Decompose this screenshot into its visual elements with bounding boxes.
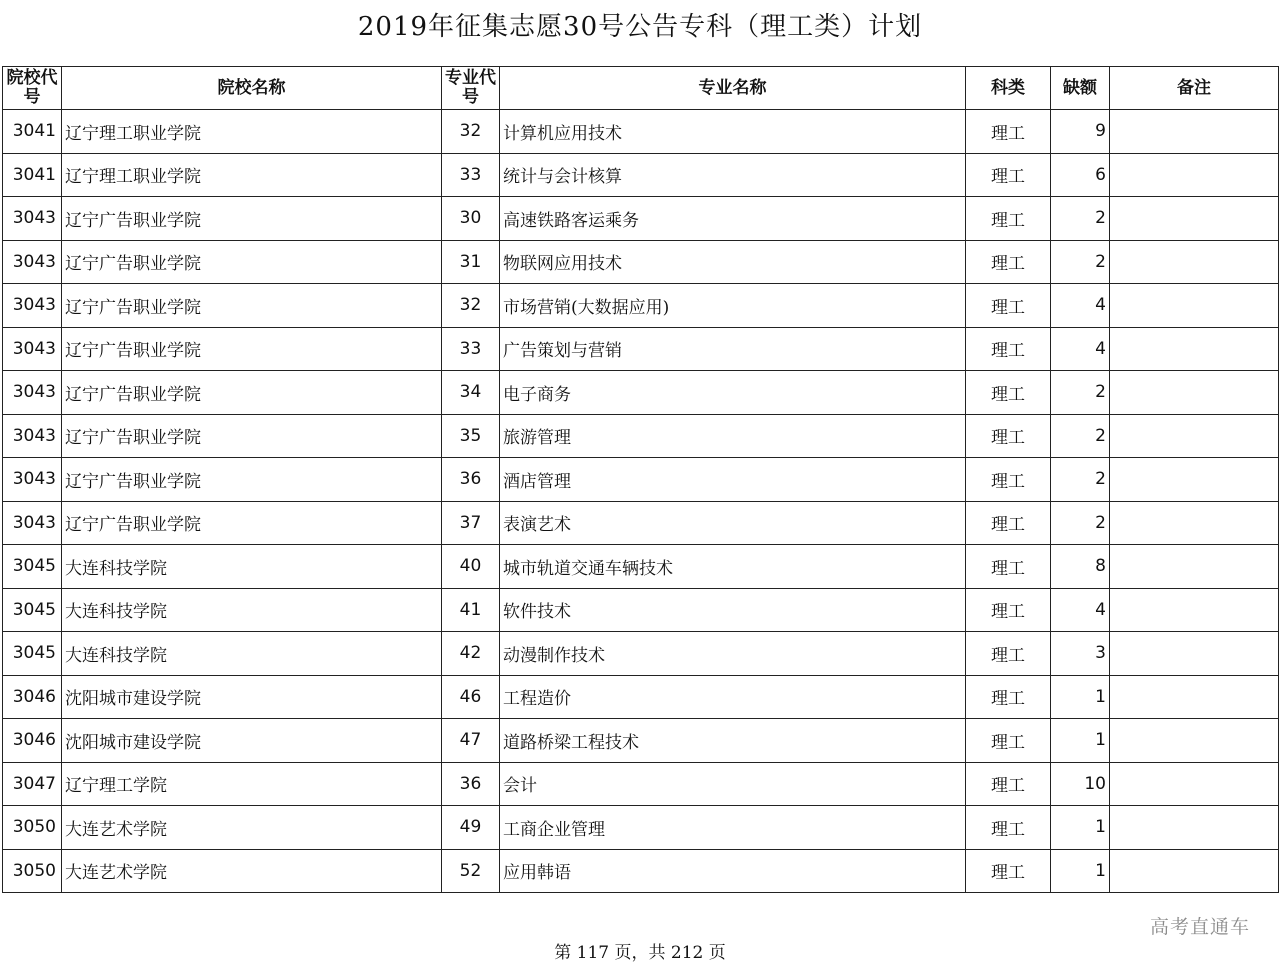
cell-category: 理工 (966, 632, 1051, 676)
cell-category: 理工 (966, 240, 1051, 284)
cell-school-name: 辽宁广告职业学院 (62, 371, 442, 415)
cell-school-name: 辽宁广告职业学院 (62, 284, 442, 328)
cell-school-name: 沈阳城市建设学院 (62, 719, 442, 763)
cell-category: 理工 (966, 327, 1051, 371)
cell-school-name: 大连科技学院 (62, 545, 442, 589)
cell-category: 理工 (966, 501, 1051, 545)
table-row (3, 501, 1279, 545)
cell-major-name: 会计 (500, 762, 966, 806)
cell-major-name: 表演艺术 (500, 501, 966, 545)
cell-major-name: 道路桥梁工程技术 (500, 719, 966, 763)
table-row (3, 284, 1279, 328)
cell-school-code: 3050 (3, 849, 62, 893)
cell-category: 理工 (966, 849, 1051, 893)
table-row (3, 240, 1279, 284)
cell-major-code: 36 (442, 458, 500, 502)
cell-vacancies: 1 (1051, 675, 1110, 719)
cell-major-code: 49 (442, 806, 500, 850)
cell-remarks (1110, 545, 1279, 589)
header-category: 科类 (966, 67, 1051, 110)
cell-category: 理工 (966, 197, 1051, 241)
cell-major-code: 52 (442, 849, 500, 893)
cell-vacancies: 2 (1051, 458, 1110, 502)
table-row (3, 849, 1279, 893)
cell-school-code: 3043 (3, 284, 62, 328)
header-vacancies: 缺额 (1051, 67, 1110, 110)
table-body (3, 110, 1279, 893)
cell-vacancies: 9 (1051, 110, 1110, 154)
cell-vacancies: 4 (1051, 327, 1110, 371)
cell-major-name: 应用韩语 (500, 849, 966, 893)
page-title: 2019年征集志愿30号公告专科（理工类）计划 (357, 12, 923, 42)
table-header (3, 67, 1279, 110)
cell-school-name: 大连科技学院 (62, 632, 442, 676)
cell-remarks (1110, 110, 1279, 154)
cell-major-name: 工商企业管理 (500, 806, 966, 850)
header-remarks: 备注 (1110, 67, 1279, 110)
cell-major-name: 工程造价 (500, 675, 966, 719)
cell-category: 理工 (966, 458, 1051, 502)
cell-vacancies: 2 (1051, 414, 1110, 458)
cell-major-code: 32 (442, 284, 500, 328)
cell-major-name: 计算机应用技术 (500, 110, 966, 154)
cell-remarks (1110, 284, 1279, 328)
cell-major-code: 37 (442, 501, 500, 545)
table-row (3, 110, 1279, 154)
cell-major-code: 36 (442, 762, 500, 806)
cell-school-name: 辽宁理工学院 (62, 762, 442, 806)
cell-category: 理工 (966, 110, 1051, 154)
cell-school-code: 3041 (3, 153, 62, 197)
cell-major-name: 动漫制作技术 (500, 632, 966, 676)
cell-vacancies: 2 (1051, 501, 1110, 545)
cell-school-name: 辽宁广告职业学院 (62, 240, 442, 284)
header-school-code: 院校代号 (3, 67, 62, 110)
cell-remarks (1110, 240, 1279, 284)
cell-remarks (1110, 719, 1279, 763)
cell-category: 理工 (966, 545, 1051, 589)
table-row (3, 197, 1279, 241)
cell-vacancies: 3 (1051, 632, 1110, 676)
cell-major-code: 33 (442, 327, 500, 371)
cell-school-code: 3050 (3, 806, 62, 850)
cell-school-name: 辽宁广告职业学院 (62, 414, 442, 458)
table-row (3, 458, 1279, 502)
cell-school-name: 大连艺术学院 (62, 849, 442, 893)
cell-school-code: 3043 (3, 458, 62, 502)
cell-remarks (1110, 588, 1279, 632)
cell-category: 理工 (966, 762, 1051, 806)
cell-remarks (1110, 806, 1279, 850)
cell-school-code: 3045 (3, 545, 62, 589)
cell-school-name: 辽宁广告职业学院 (62, 327, 442, 371)
cell-major-code: 41 (442, 588, 500, 632)
cell-school-name: 大连科技学院 (62, 588, 442, 632)
table-row (3, 414, 1279, 458)
plan-table (2, 66, 1279, 893)
cell-vacancies: 1 (1051, 806, 1110, 850)
cell-school-name: 辽宁广告职业学院 (62, 197, 442, 241)
table-row (3, 153, 1279, 197)
table-row (3, 675, 1279, 719)
cell-major-code: 33 (442, 153, 500, 197)
cell-vacancies: 6 (1051, 153, 1110, 197)
cell-school-code: 3045 (3, 588, 62, 632)
table-row (3, 327, 1279, 371)
cell-school-name: 沈阳城市建设学院 (62, 675, 442, 719)
cell-school-code: 3043 (3, 501, 62, 545)
cell-major-name: 电子商务 (500, 371, 966, 415)
cell-vacancies: 4 (1051, 284, 1110, 328)
cell-school-code: 3043 (3, 197, 62, 241)
header-major-name: 专业名称 (500, 67, 966, 110)
table-row (3, 371, 1279, 415)
table-row (3, 632, 1279, 676)
cell-school-name: 辽宁广告职业学院 (62, 501, 442, 545)
cell-major-code: 34 (442, 371, 500, 415)
cell-major-name: 酒店管理 (500, 458, 966, 502)
cell-school-code: 3047 (3, 762, 62, 806)
page-footer: 第 117 页，共 212 页 (554, 943, 726, 963)
cell-vacancies: 4 (1051, 588, 1110, 632)
cell-major-code: 32 (442, 110, 500, 154)
cell-major-name: 城市轨道交通车辆技术 (500, 545, 966, 589)
cell-school-code: 3043 (3, 414, 62, 458)
table-row (3, 806, 1279, 850)
cell-major-name: 高速铁路客运乘务 (500, 197, 966, 241)
cell-remarks (1110, 762, 1279, 806)
header-school-name: 院校名称 (62, 67, 442, 110)
cell-school-code: 3045 (3, 632, 62, 676)
cell-category: 理工 (966, 153, 1051, 197)
cell-remarks (1110, 327, 1279, 371)
cell-school-name: 辽宁理工职业学院 (62, 110, 442, 154)
cell-remarks (1110, 501, 1279, 545)
cell-category: 理工 (966, 806, 1051, 850)
watermark: 高考直通车 (1149, 916, 1250, 938)
cell-remarks (1110, 632, 1279, 676)
cell-major-name: 统计与会计核算 (500, 153, 966, 197)
table-row (3, 719, 1279, 763)
cell-remarks (1110, 197, 1279, 241)
cell-major-name: 市场营销(大数据应用) (500, 284, 966, 328)
cell-major-code: 47 (442, 719, 500, 763)
cell-school-code: 3041 (3, 110, 62, 154)
cell-major-code: 40 (442, 545, 500, 589)
table-row (3, 762, 1279, 806)
cell-remarks (1110, 849, 1279, 893)
cell-school-code: 3046 (3, 719, 62, 763)
header-major-code: 专业代号 (442, 67, 500, 110)
cell-remarks (1110, 371, 1279, 415)
cell-vacancies: 1 (1051, 849, 1110, 893)
cell-major-name: 旅游管理 (500, 414, 966, 458)
cell-major-code: 35 (442, 414, 500, 458)
cell-vacancies: 1 (1051, 719, 1110, 763)
cell-vacancies: 2 (1051, 197, 1110, 241)
cell-school-code: 3043 (3, 327, 62, 371)
cell-category: 理工 (966, 675, 1051, 719)
cell-major-code: 30 (442, 197, 500, 241)
cell-school-code: 3046 (3, 675, 62, 719)
cell-major-code: 31 (442, 240, 500, 284)
cell-school-name: 辽宁广告职业学院 (62, 458, 442, 502)
cell-category: 理工 (966, 414, 1051, 458)
cell-vacancies: 2 (1051, 371, 1110, 415)
cell-remarks (1110, 153, 1279, 197)
cell-major-name: 物联网应用技术 (500, 240, 966, 284)
cell-school-name: 辽宁理工职业学院 (62, 153, 442, 197)
cell-remarks (1110, 675, 1279, 719)
cell-major-code: 42 (442, 632, 500, 676)
cell-vacancies: 8 (1051, 545, 1110, 589)
cell-school-code: 3043 (3, 240, 62, 284)
cell-category: 理工 (966, 284, 1051, 328)
cell-major-name: 广告策划与营销 (500, 327, 966, 371)
cell-category: 理工 (966, 719, 1051, 763)
cell-remarks (1110, 458, 1279, 502)
cell-school-name: 大连艺术学院 (62, 806, 442, 850)
cell-category: 理工 (966, 371, 1051, 415)
cell-major-name: 软件技术 (500, 588, 966, 632)
cell-remarks (1110, 414, 1279, 458)
cell-category: 理工 (966, 588, 1051, 632)
table-row (3, 588, 1279, 632)
cell-school-code: 3043 (3, 371, 62, 415)
cell-vacancies: 10 (1051, 762, 1110, 806)
cell-major-code: 46 (442, 675, 500, 719)
table-row (3, 545, 1279, 589)
cell-vacancies: 2 (1051, 240, 1110, 284)
